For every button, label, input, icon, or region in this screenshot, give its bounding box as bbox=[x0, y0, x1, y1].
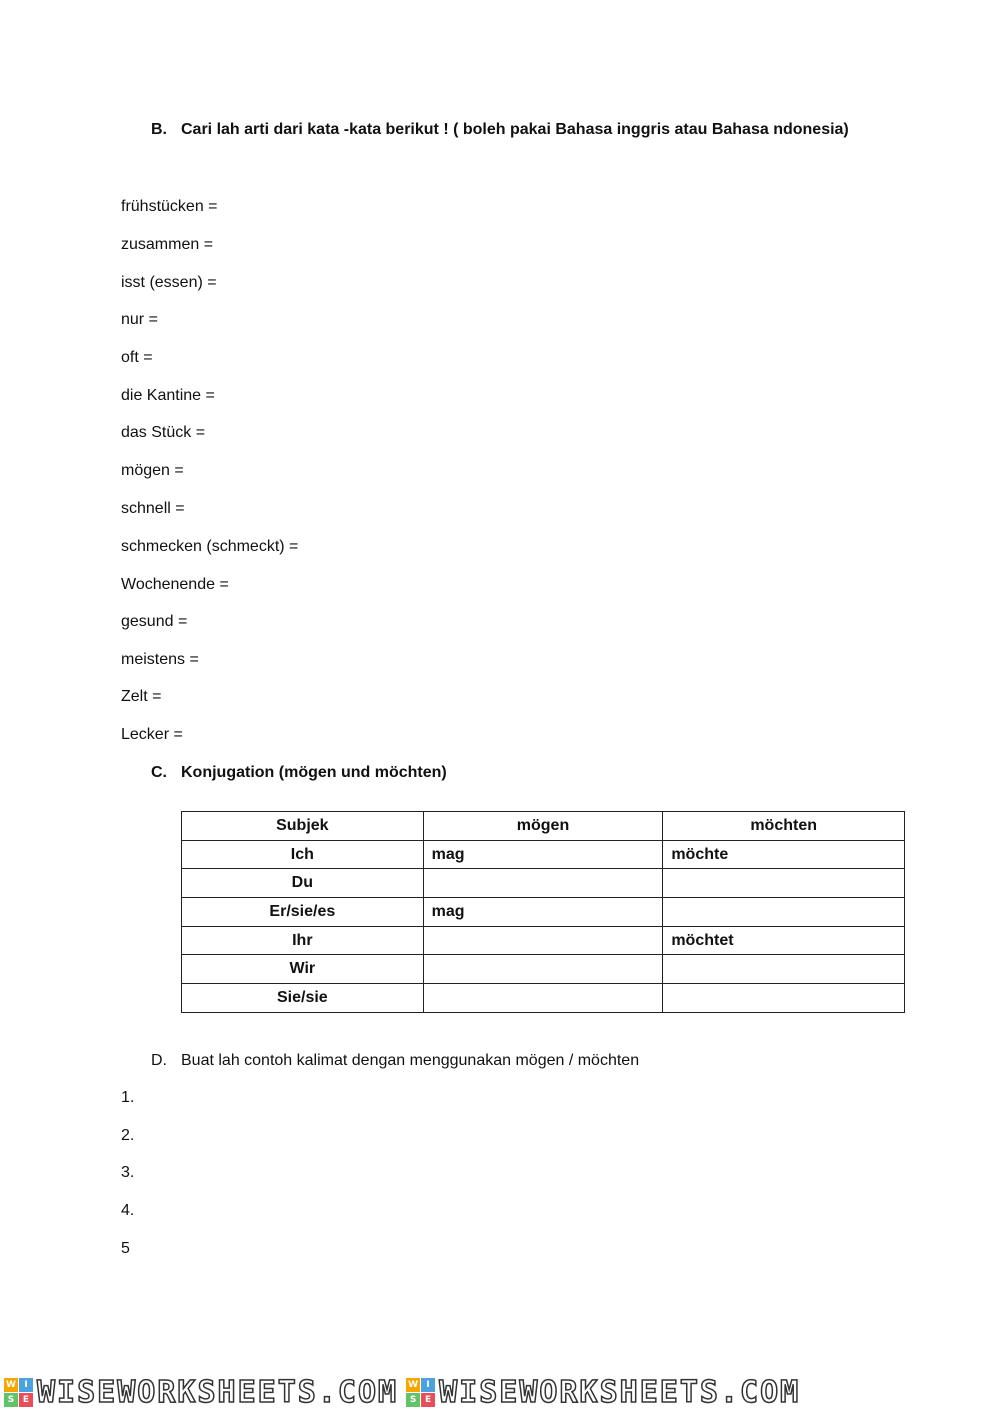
section-b-heading bbox=[151, 121, 849, 139]
logo-tile: E bbox=[19, 1393, 33, 1407]
cell-mogen[interactable] bbox=[423, 926, 663, 955]
logo-tile: S bbox=[406, 1393, 420, 1407]
section-b-letter: B. bbox=[151, 121, 167, 138]
table-row bbox=[182, 955, 905, 984]
answer-line[interactable]: 2. bbox=[121, 1127, 135, 1144]
section-d-title: Buat lah contoh kalimat dengan menggunakan mögen / möchten bbox=[181, 1052, 640, 1069]
section-c-title: Konjugation (mögen und möchten) bbox=[181, 764, 447, 781]
brand bbox=[406, 1375, 800, 1410]
cell-mochten[interactable]: möchte bbox=[663, 840, 905, 869]
vocab-item: schnell = bbox=[121, 500, 185, 517]
section-c-heading bbox=[151, 764, 447, 782]
wise-logo-icon bbox=[406, 1378, 435, 1407]
section-b-title: Cari lah arti dari kata -kata berikut ! ( boleh pakai Bahasa inggris atau Bahasa ndonesia) bbox=[181, 121, 849, 138]
cell-mogen[interactable] bbox=[423, 955, 663, 984]
table-row bbox=[182, 898, 905, 927]
table-row bbox=[182, 926, 905, 955]
table-row bbox=[182, 869, 905, 898]
section-d-heading bbox=[151, 1052, 639, 1070]
vocab-item: schmecken (schmeckt) = bbox=[121, 538, 299, 555]
vocab-item: Zelt = bbox=[121, 688, 162, 705]
cell-mochten[interactable] bbox=[663, 955, 905, 984]
vocab-item: die Kantine = bbox=[121, 387, 215, 404]
cell-mochten[interactable]: möchtet bbox=[663, 926, 905, 955]
cell-subject: Wir bbox=[182, 955, 424, 984]
vocab-item: Lecker = bbox=[121, 726, 183, 743]
header-mogen: mögen bbox=[423, 812, 663, 841]
vocab-item: mögen = bbox=[121, 462, 184, 479]
vocab-item: Wochenende = bbox=[121, 576, 229, 593]
answer-line[interactable]: 1. bbox=[121, 1089, 135, 1106]
vocab-item: oft = bbox=[121, 349, 153, 366]
vocab-item: gesund = bbox=[121, 613, 188, 630]
vocab-item: isst (essen) = bbox=[121, 274, 217, 291]
table-row bbox=[182, 984, 905, 1013]
cell-subject: Du bbox=[182, 869, 424, 898]
logo-tile: S bbox=[4, 1393, 18, 1407]
brand bbox=[4, 1375, 398, 1410]
logo-tile: E bbox=[421, 1393, 435, 1407]
cell-mogen[interactable] bbox=[423, 869, 663, 898]
brand-wordmark: WISEWORKSHEETS.COM bbox=[37, 1375, 399, 1410]
cell-mochten[interactable] bbox=[663, 898, 905, 927]
cell-mogen[interactable]: mag bbox=[423, 840, 663, 869]
cell-subject: Sie/sie bbox=[182, 984, 424, 1013]
header-subjek: Subjek bbox=[182, 812, 424, 841]
vocab-item: frühstücken = bbox=[121, 198, 218, 215]
table-header-row bbox=[182, 812, 905, 841]
logo-tile: I bbox=[421, 1378, 435, 1392]
cell-mogen[interactable] bbox=[423, 984, 663, 1013]
cell-mochten[interactable] bbox=[663, 869, 905, 898]
logo-tile: W bbox=[406, 1378, 420, 1392]
cell-mogen[interactable]: mag bbox=[423, 898, 663, 927]
cell-subject: Er/sie/es bbox=[182, 898, 424, 927]
answer-line[interactable]: 4. bbox=[121, 1202, 135, 1219]
vocab-item: zusammen = bbox=[121, 236, 214, 253]
logo-tile: I bbox=[19, 1378, 33, 1392]
footer-banner bbox=[0, 1372, 1000, 1413]
cell-subject: Ich bbox=[182, 840, 424, 869]
section-c-letter: C. bbox=[151, 764, 167, 781]
answer-line[interactable]: 5 bbox=[121, 1240, 130, 1257]
logo-tile: W bbox=[4, 1378, 18, 1392]
answer-line[interactable]: 3. bbox=[121, 1164, 135, 1181]
cell-mochten[interactable] bbox=[663, 984, 905, 1013]
vocab-item: nur = bbox=[121, 311, 158, 328]
cell-subject: Ihr bbox=[182, 926, 424, 955]
vocab-item: meistens = bbox=[121, 651, 199, 668]
wise-logo-icon bbox=[4, 1378, 33, 1407]
header-mochten: möchten bbox=[663, 812, 905, 841]
table-row bbox=[182, 840, 905, 869]
vocab-item: das Stück = bbox=[121, 424, 206, 441]
brand-wordmark: WISEWORKSHEETS.COM bbox=[439, 1375, 801, 1410]
conjugation-table bbox=[181, 811, 905, 1013]
section-d-letter: D. bbox=[151, 1052, 167, 1069]
